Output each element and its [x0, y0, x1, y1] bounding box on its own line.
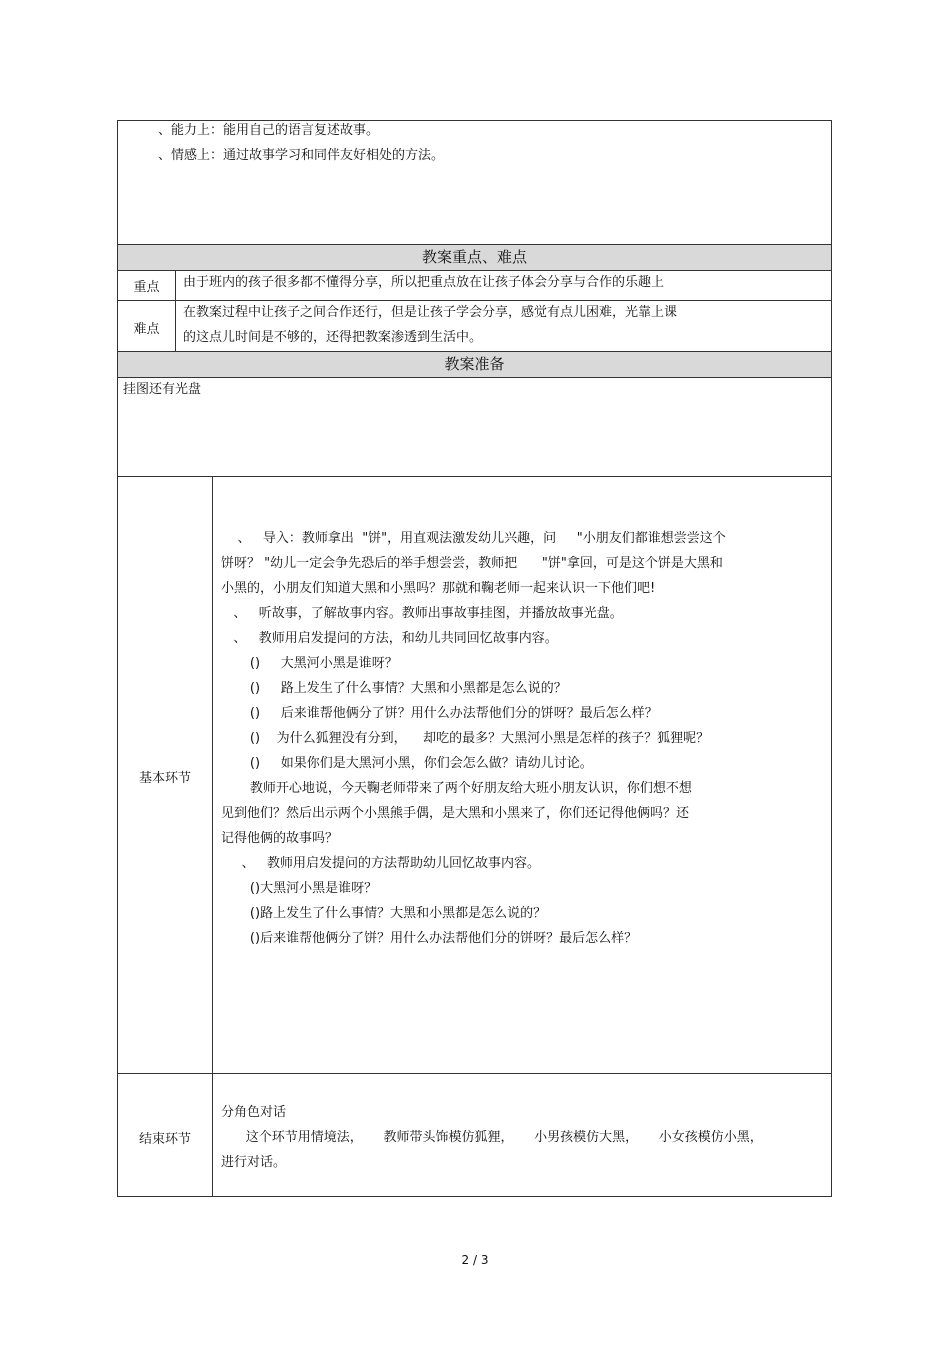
end-line: 进行对话。	[221, 1155, 287, 1170]
divider	[175, 270, 176, 351]
basic-line: () 后来谁帮他俩分了饼？用什么办法帮他们分的饼呀？最后怎么样？	[221, 706, 658, 721]
basic-line: 教师开心地说，今天鞠老师带来了两个好朋友给大班小朋友认识，你们想不想	[221, 781, 692, 796]
end-line: 分角色对话	[221, 1105, 287, 1120]
divider	[117, 300, 832, 301]
objective-emotion: 、情感上：通过故事学习和同伴友好相处的方法。	[158, 148, 445, 163]
basic-line: ()路上发生了什么事情？大黑和小黑都是怎么说的？	[221, 906, 547, 921]
page-number: 2 / 3	[461, 1253, 489, 1267]
divider	[117, 476, 832, 477]
end-line: 这个环节用情境法， 教师带头饰模仿狐狸， 小男孩模仿大黑， 小女孩模仿小黑，	[221, 1130, 763, 1145]
difficulty-text-line: 的这点儿时间是不够的，还得把教案渗透到生活中。	[183, 330, 483, 345]
difficulty-label: 难点	[133, 322, 160, 337]
prep-text: 挂图还有光盘	[123, 382, 202, 397]
basic-section-label: 基本环节	[138, 771, 191, 786]
basic-line: () 如果你们是大黑河小黑，你们会怎么做？请幼儿讨论。	[221, 756, 593, 771]
basic-line: 、 导入：教师拿出 "饼"，用直观法激发幼儿兴趣，问 "小朋友们都谁想尝尝这个	[221, 531, 726, 546]
section-header-focus: 教案重点、难点	[118, 245, 831, 270]
basic-line: ()大黑河小黑是谁呀？	[221, 881, 378, 896]
key-point-label: 重点	[133, 280, 160, 295]
divider	[117, 1073, 832, 1074]
difficulty-text-line: 在教案过程中让孩子之间合作还行，但是让孩子学会分享，感觉有点儿困难，光靠上课	[183, 305, 678, 320]
basic-line: 、 听故事，了解故事内容。教师出事故事挂图，并播放故事光盘。	[221, 606, 623, 621]
basic-line: 小黑的，小朋友们知道大黑和小黑吗？那就和鞠老师一起来认识一下他们吧!	[221, 581, 656, 596]
basic-line: () 大黑河小黑是谁呀？	[221, 656, 398, 671]
basic-line: 、 教师用启发提问的方法帮助幼儿回忆故事内容。	[221, 856, 541, 871]
key-point-text: 由于班内的孩子很多都不懂得分享，所以把重点放在让孩子体会分享与合作的乐趣上	[183, 275, 665, 290]
divider	[117, 377, 832, 378]
divider	[117, 270, 832, 271]
basic-line: 见到他们？然后出示两个小黑熊手偶，是大黑和小黑来了，你们还记得他俩吗？还	[221, 806, 690, 821]
basic-line: 、 教师用启发提问的方法，和幼儿共同回忆故事内容。	[221, 631, 558, 646]
basic-line: ()后来谁帮他俩分了饼？用什么办法帮他们分的饼呀？最后怎么样？	[221, 931, 638, 946]
objective-ability: 、能力上：能用自己的语言复述故事。	[158, 123, 380, 138]
basic-line: () 路上发生了什么事情？大黑和小黑都是怎么说的？	[221, 681, 567, 696]
basic-line: () 为什么狐狸没有分到， 却吃的最多？大黑河小黑是怎样的孩子？狐狸呢？	[221, 731, 710, 746]
section-header-prep: 教案准备	[118, 352, 831, 377]
basic-line: 饼呀？ "幼儿一定会争先恐后的举手想尝尝，教师把 "饼"拿回，可是这个饼是大黑和	[221, 556, 723, 571]
basic-line: 记得他俩的故事吗？	[221, 831, 339, 846]
end-section-label: 结束环节	[138, 1132, 191, 1147]
divider	[212, 476, 213, 1197]
